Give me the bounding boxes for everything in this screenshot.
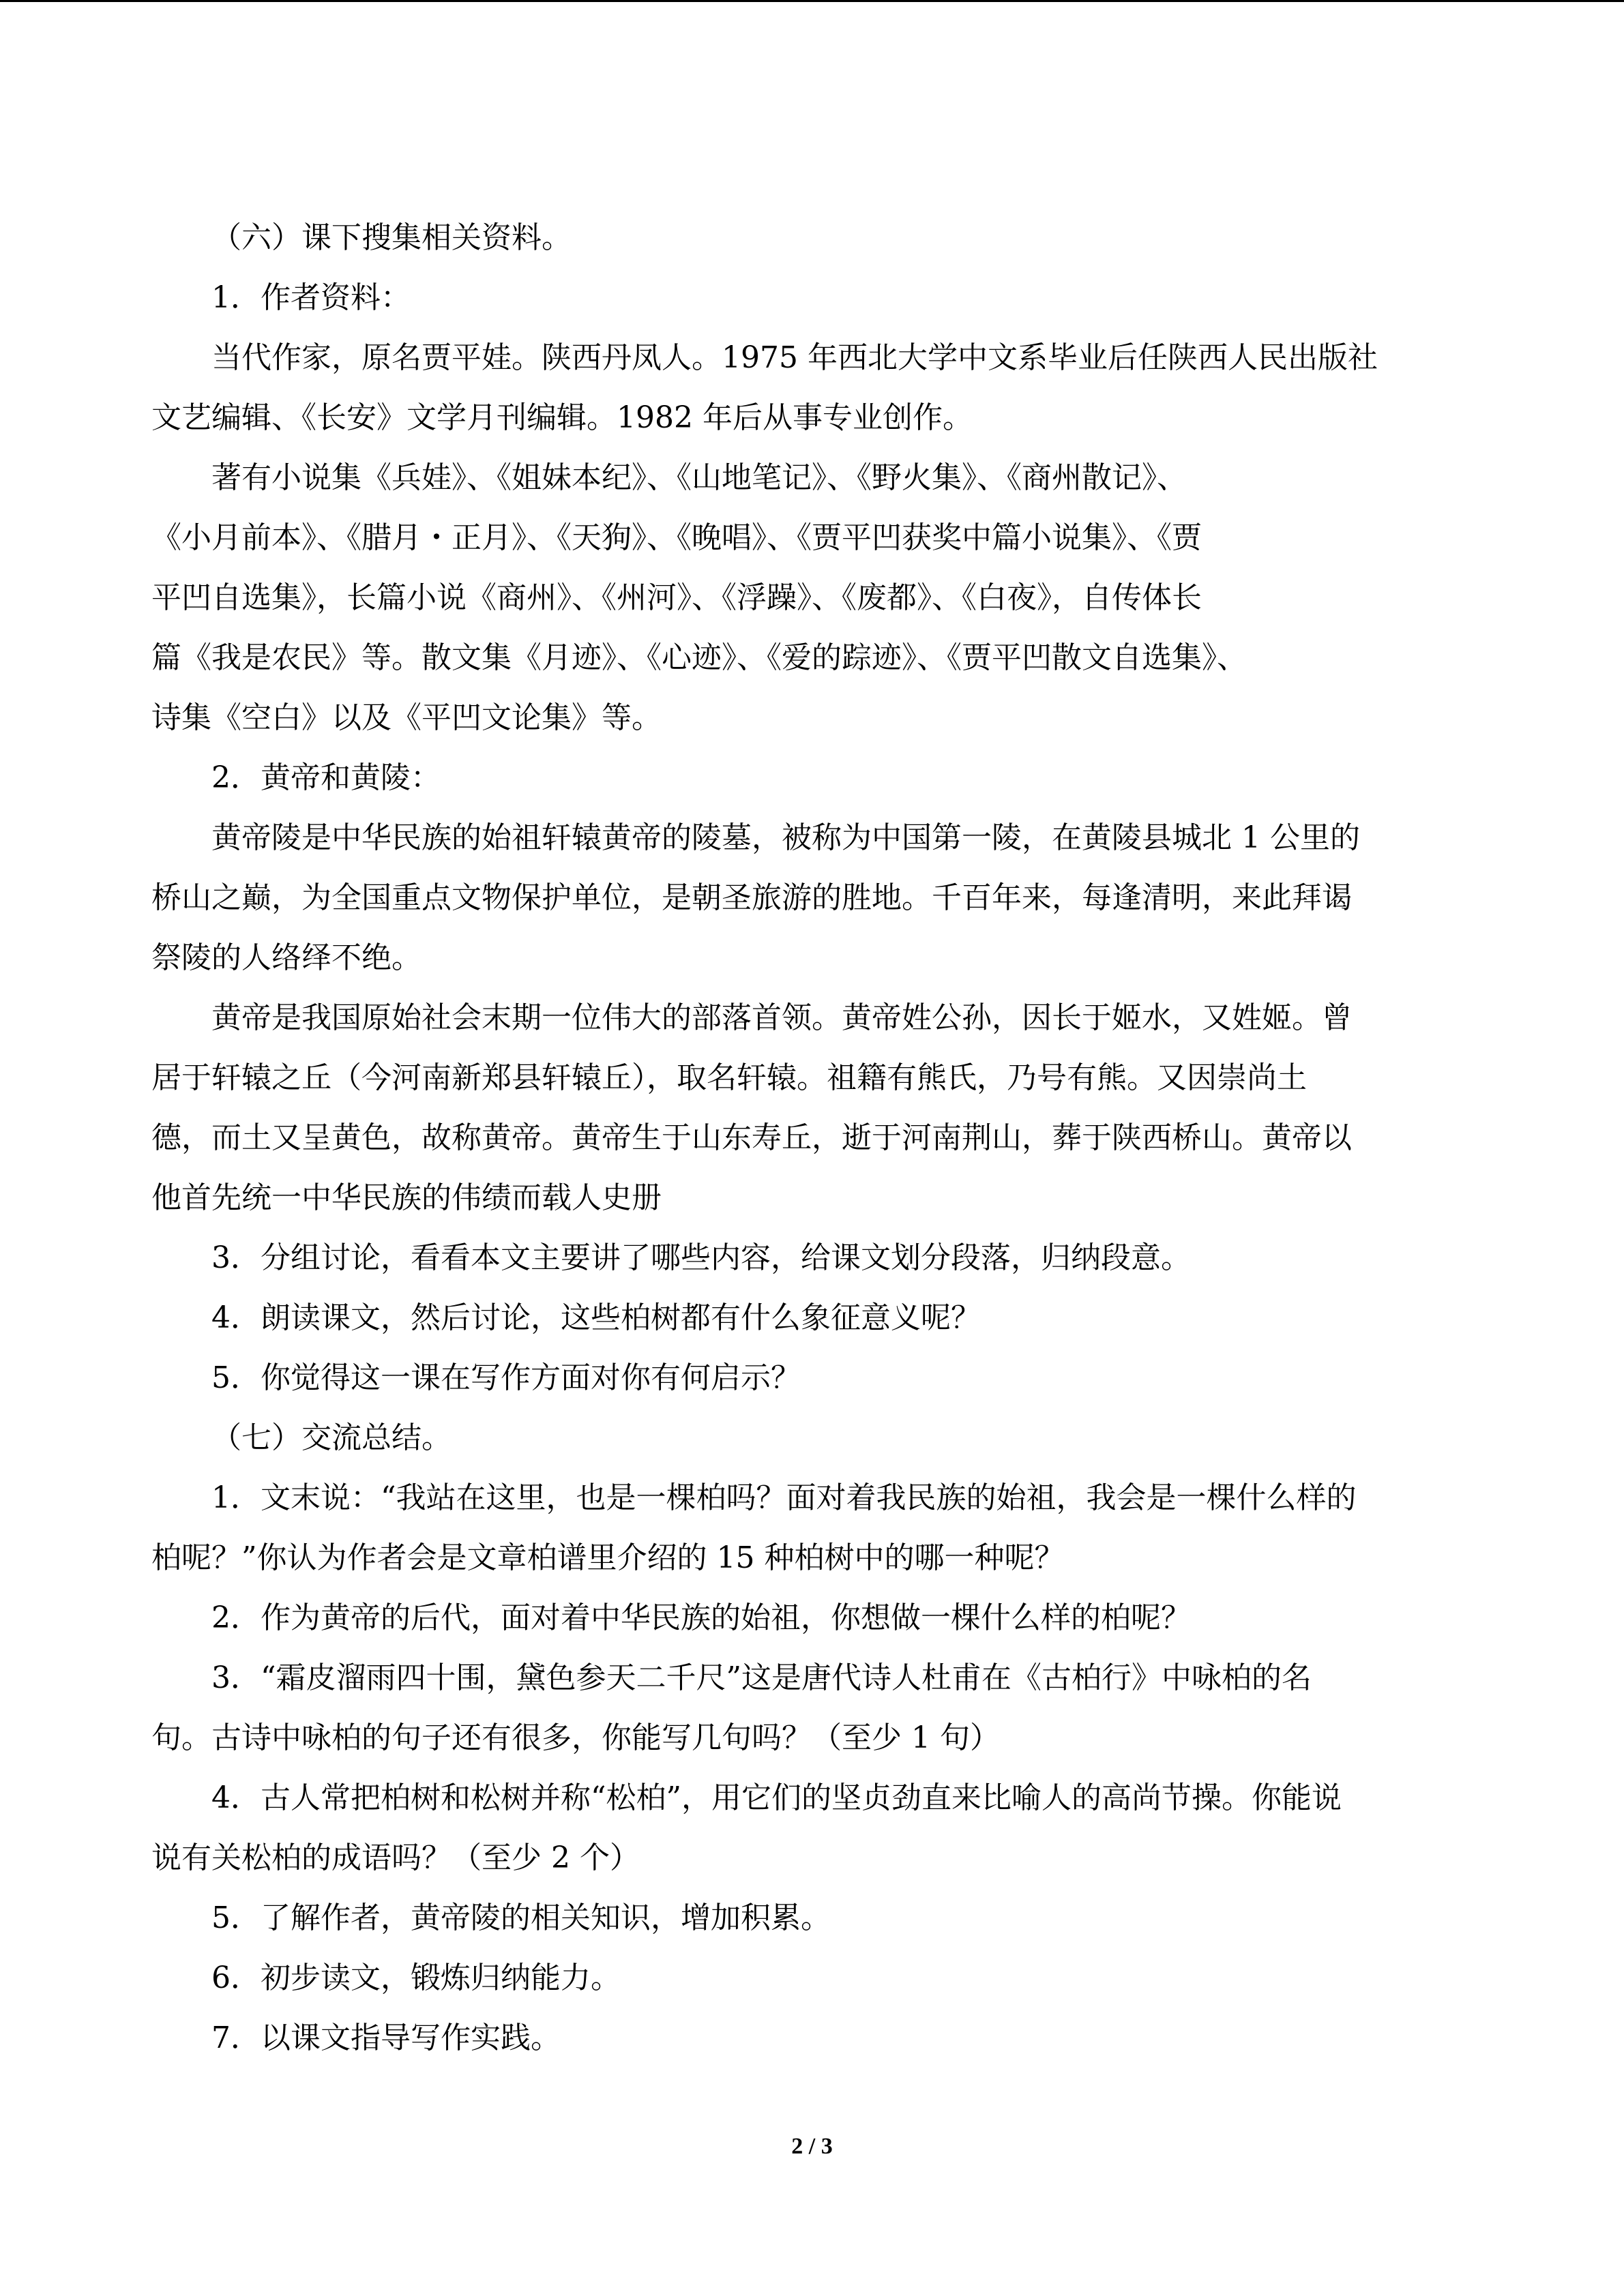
text-line: 著有小说集《兵娃》、《姐妹本纪》、《山地笔记》、《野火集》、《商州散记》、 xyxy=(211,460,1187,495)
text-line: 5．你觉得这一课在写作方面对你有何启示？ xyxy=(211,1360,801,1395)
text-line: 桥山之巅，为全国重点文物保护单位，是朝圣旅游的胜地。千百年来，每逢清明，来此拜谒 xyxy=(151,880,1352,915)
text-line: 1．文末说：“我站在这里，也是一棵柏吗？面对着我民族的始祖，我会是一棵什么样的 xyxy=(211,1480,1357,1515)
text-line: 平凹自选集》，长篇小说《商州》、《州河》、《浮躁》、《废都》、《白夜》，自传体长 xyxy=(151,580,1202,615)
text-line: 7．以课文指导写作实践。 xyxy=(211,2021,561,2055)
text-line: 4．朗读课文，然后讨论，这些柏树都有什么象征意义呢？ xyxy=(211,1300,981,1335)
text-line: 3．“霜皮溜雨四十围，黛色参天二千尺”这是唐代诗人杜甫在《古柏行》中咏柏的名 xyxy=(211,1660,1312,1695)
text-line: 说有关松柏的成语吗？（至少 2 个） xyxy=(151,1840,640,1875)
text-line: 篇《我是农民》等。散文集《月迹》、《心迹》、《爱的踪迹》、《贾平凹散文自选集》、 xyxy=(151,640,1247,675)
text-line: 文艺编辑、《长安》文学月刊编辑。1982 年后从事专业创作。 xyxy=(151,400,973,435)
text-line: 2．作为黄帝的后代，面对着中华民族的始祖，你想做一棵什么样的柏呢？ xyxy=(211,1600,1191,1635)
text-line: 黄帝陵是中华民族的始祖轩辕黄帝的陵墓，被称为中国第一陵，在黄陵县城北 1 公里的 xyxy=(211,820,1360,855)
text-line: （七）交流总结。 xyxy=(211,1420,452,1455)
text-line: 居于轩辕之丘（今河南新郑县轩辕丘），取名轩辕。祖籍有熊氏，乃号有熊。又因崇尚土 xyxy=(151,1060,1307,1095)
text-line: 2．黄帝和黄陵： xyxy=(211,760,441,795)
text-line: 他首先统一中华民族的伟绩而载人史册 xyxy=(151,1180,662,1215)
text-line: 黄帝是我国原始社会末期一位伟大的部落首领。黄帝姓公孙，因长于姬水，又姓姬。曾 xyxy=(211,1000,1352,1035)
text-line: （六）课下搜集相关资料。 xyxy=(211,220,572,255)
text-line: 祭陵的人络绎不绝。 xyxy=(151,940,422,975)
text-line: 5．了解作者，黄帝陵的相关知识，增加积累。 xyxy=(211,1900,831,1935)
page-number: 2 / 3 xyxy=(791,2134,833,2159)
text-line: 柏呢？”你认为作者会是文章柏谱里介绍的 15 种柏树中的哪一种呢？ xyxy=(151,1540,1065,1575)
text-line: 当代作家，原名贾平娃。陕西丹凤人。1975 年西北大学中文系毕业后任陕西人民出版社 xyxy=(211,340,1378,375)
text-line: 4．古人常把柏树和松树并称“松柏”，用它们的坚贞劲直来比喻人的高尚节操。你能说 xyxy=(211,1780,1342,1815)
top-border-rule xyxy=(0,0,1624,2)
text-line: 《小月前本》、《腊月・正月》、《天狗》、《晚唱》、《贾平凹获奖中篇小说集》、《贾 xyxy=(151,520,1202,555)
text-line: 诗集《空白》以及《平凹文论集》等。 xyxy=(151,700,662,735)
text-line: 德，而土又呈黄色，故称黄帝。黄帝生于山东寿丘，逝于河南荆山，葬于陕西桥山。黄帝以 xyxy=(151,1120,1352,1155)
document-body xyxy=(151,208,1475,2068)
text-line: 1．作者资料： xyxy=(211,280,411,315)
text-line: 3．分组讨论，看看本文主要讲了哪些内容，给课文划分段落，归纳段意。 xyxy=(211,1240,1191,1275)
text-line: 6．初步读文，锻炼归纳能力。 xyxy=(211,1960,621,1995)
text-line: 句。古诗中咏柏的句子还有很多，你能写几句吗？（至少 1 句） xyxy=(151,1720,1000,1755)
